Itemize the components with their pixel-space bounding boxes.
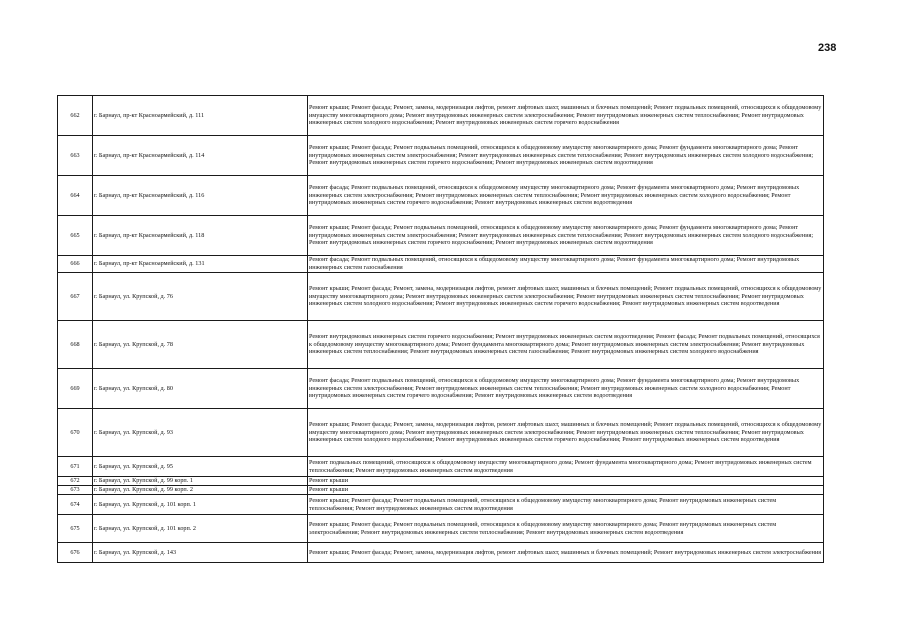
row-works: Ремонт крыши; Ремонт фасада; Ремонт, замена, модернизация лифтов, ремонт лифтовых шахт, машинных и блочных помещений; Ремонт подвальных помещений, относящихся к общедомовому имуществу многоквартирного дома; Ремонт внутридомовых инженерных систем электроснабжения; Ремонт внутридомовых инженерных систем теплоснабжения; Ремонт внутридомовых инженерных систем холодного водоснабжения; Ремонт внутридомовых инженерных систем горячего водоснабжения; Ремонт внутридомовых инженерных систем водоотведения xyxy=(308,273,824,321)
row-works: Ремонт крыши xyxy=(308,486,824,495)
table-row xyxy=(58,176,824,216)
row-works: Ремонт крыши; Ремонт фасада; Ремонт подвальных помещений, относящихся к общедомовому имуществу многоквартирного дома; Ремонт фундамента многоквартирного дома; Ремонт внутридомовых инженерных систем электроснабжения; Ремонт внутридомовых инженерных систем теплоснабжения; Ремонт внутридомовых инженерных систем холодного водоснабжения; Ремонт внутридомовых инженерных систем горячего водоснабжения; Ремонт внутридомовых инженерных систем водоотведения xyxy=(308,136,824,176)
row-works: Ремонт крыши; Ремонт фасада; Ремонт подвальных помещений, относящихся к общедомовому имуществу многоквартирного дома; Ремонт внутридомовых инженерных систем теплоснабжения; Ремонт внутридомовых инженерных систем водоотведения xyxy=(308,495,824,515)
table-row xyxy=(58,457,824,477)
row-works: Ремонт крыши; Ремонт фасада; Ремонт подвальных помещений, относящихся к общедомовому имуществу многоквартирного дома; Ремонт фундамента многоквартирного дома; Ремонт внутридомовых инженерных систем электроснабжения; Ремонт внутридомовых инженерных систем теплоснабжения; Ремонт внутридомовых инженерных систем холодного водоснабжения; Ремонт внутридомовых инженерных систем горячего водоснабжения; Ремонт внутридомовых инженерных систем водоотведения xyxy=(308,216,824,256)
row-works: Ремонт подвальных помещений, относящихся к общедомовому имуществу многоквартирного дома; Ремонт фундамента многоквартирного дома; Ремонт внутридомовых инженерных систем теплоснабжения; Ремонт внутридомовых инженерных систем водоотведения xyxy=(308,457,824,477)
table-row xyxy=(58,321,824,369)
row-number: 668 xyxy=(58,321,93,369)
page-number: 238 xyxy=(818,42,837,54)
repair-register-table xyxy=(57,95,824,563)
row-address: г. Барнаул, ул. Крупской, д. 78 xyxy=(93,321,308,369)
row-number: 675 xyxy=(58,515,93,543)
row-address: г. Барнаул, пр-кт Красноармейский, д. 116 xyxy=(93,176,308,216)
row-address: г. Барнаул, ул. Крупской, д. 76 xyxy=(93,273,308,321)
table-row xyxy=(58,409,824,457)
row-works: Ремонт фасада; Ремонт подвальных помещений, относящихся к общедомовому имуществу многоквартирного дома; Ремонт фундамента многоквартирного дома; Ремонт внутридомовых инженерных систем газоснабжения xyxy=(308,256,824,273)
table-row xyxy=(58,96,824,136)
row-works: Ремонт фасада; Ремонт подвальных помещений, относящихся к общедомовому имуществу многоквартирного дома; Ремонт фундамента многоквартирного дома; Ремонт внутридомовых инженерных систем электроснабжения; Ремонт внутридомовых инженерных систем теплоснабжения; Ремонт внутридомовых инженерных систем холодного водоснабжения; Ремонт внутридомовых инженерных систем горячего водоснабжения; Ремонт внутридомовых инженерных систем водоотведения xyxy=(308,369,824,409)
row-number: 670 xyxy=(58,409,93,457)
row-address: г. Барнаул, пр-кт Красноармейский, д. 131 xyxy=(93,256,308,273)
row-address: г. Барнаул, ул. Крупской, д. 80 xyxy=(93,369,308,409)
row-address: г. Барнаул, пр-кт Красноармейский, д. 114 xyxy=(93,136,308,176)
row-works: Ремонт крыши; Ремонт фасада; Ремонт подвальных помещений, относящихся к общедомовому имуществу многоквартирного дома; Ремонт внутридомовых инженерных систем электроснабжения; Ремонт внутридомовых инженерных систем теплоснабжения; Ремонт внутридомовых инженерных систем водоотведения xyxy=(308,515,824,543)
row-works: Ремонт фасада; Ремонт подвальных помещений, относящихся к общедомовому имуществу многоквартирного дома; Ремонт фундамента многоквартирного дома; Ремонт внутридомовых инженерных систем электроснабжения; Ремонт внутридомовых инженерных систем теплоснабжения; Ремонт внутридомовых инженерных систем холодного водоснабжения; Ремонт внутридомовых инженерных систем горячего водоснабжения; Ремонт внутридомовых инженерных систем водоотведения xyxy=(308,176,824,216)
table-row xyxy=(58,515,824,543)
row-address: г. Барнаул, ул. Крупской, д. 95 xyxy=(93,457,308,477)
row-address: г. Барнаул, пр-кт Красноармейский, д. 111 xyxy=(93,96,308,136)
row-number: 671 xyxy=(58,457,93,477)
row-address: г. Барнаул, ул. Крупской, д. 143 xyxy=(93,543,308,563)
row-number: 667 xyxy=(58,273,93,321)
row-works: Ремонт крыши xyxy=(308,477,824,486)
row-number: 669 xyxy=(58,369,93,409)
row-address: г. Барнаул, ул. Крупской, д. 99 корп. 2 xyxy=(93,486,308,495)
table-row xyxy=(58,477,824,486)
row-number: 664 xyxy=(58,176,93,216)
row-number: 662 xyxy=(58,96,93,136)
row-address: г. Барнаул, ул. Крупской, д. 101 корп. 1 xyxy=(93,495,308,515)
row-number: 665 xyxy=(58,216,93,256)
row-works: Ремонт внутридомовых инженерных систем горячего водоснабжения; Ремонт внутридомовых инженерных систем водоотведения; Ремонт фасада; Ремонт подвальных помещений, относящихся к общедомовому имуществу многоквартирного дома; Ремонт фундамента многоквартирного дома; Ремонт внутридомовых инженерных систем электроснабжения; Ремонт внутридомовых инженерных систем теплоснабжения; Ремонт внутридомовых инженерных систем газоснабжения; Ремонт внутридомовых инженерных систем холодного водоснабжения xyxy=(308,321,824,369)
row-number: 672 xyxy=(58,477,93,486)
row-address: г. Барнаул, ул. Крупской, д. 101 корп. 2 xyxy=(93,515,308,543)
table-row xyxy=(58,136,824,176)
row-number: 673 xyxy=(58,486,93,495)
table-row xyxy=(58,273,824,321)
table-row xyxy=(58,486,824,495)
table-row xyxy=(58,495,824,515)
row-address: г. Барнаул, ул. Крупской, д. 99 корп. 1 xyxy=(93,477,308,486)
row-number: 676 xyxy=(58,543,93,563)
row-number: 666 xyxy=(58,256,93,273)
table-row xyxy=(58,369,824,409)
table-row xyxy=(58,256,824,273)
table-row xyxy=(58,216,824,256)
row-works: Ремонт крыши; Ремонт фасада; Ремонт, замена, модернизация лифтов, ремонт лифтовых шахт, машинных и блочных помещений; Ремонт подвальных помещений, относящихся к общедомовому имуществу многоквартирного дома; Ремонт внутридомовых инженерных систем электроснабжения; Ремонт внутридомовых инженерных систем теплоснабжения; Ремонт внутридомовых инженерных систем холодного водоснабжения; Ремонт внутридомовых инженерных систем горячего водоснабжения xyxy=(308,96,824,136)
row-address: г. Барнаул, ул. Крупской, д. 93 xyxy=(93,409,308,457)
row-address: г. Барнаул, пр-кт Красноармейский, д. 118 xyxy=(93,216,308,256)
table-row xyxy=(58,543,824,563)
row-works: Ремонт крыши; Ремонт фасада; Ремонт, замена, модернизация лифтов, ремонт лифтовых шахт, машинных и блочных помещений; Ремонт внутридомовых инженерных систем электроснабжения xyxy=(308,543,824,563)
row-number: 674 xyxy=(58,495,93,515)
row-number: 663 xyxy=(58,136,93,176)
row-works: Ремонт крыши; Ремонт фасада; Ремонт, замена, модернизация лифтов, ремонт лифтовых шахт, машинных и блочных помещений; Ремонт подвальных помещений, относящихся к общедомовому имуществу многоквартирного дома; Ремонт внутридомовых инженерных систем электроснабжения; Ремонт внутридомовых инженерных систем теплоснабжения; Ремонт внутридомовых инженерных систем холодного водоснабжения; Ремонт внутридомовых инженерных систем горячего водоснабжения; Ремонт внутридомовых инженерных систем водоотведения xyxy=(308,409,824,457)
